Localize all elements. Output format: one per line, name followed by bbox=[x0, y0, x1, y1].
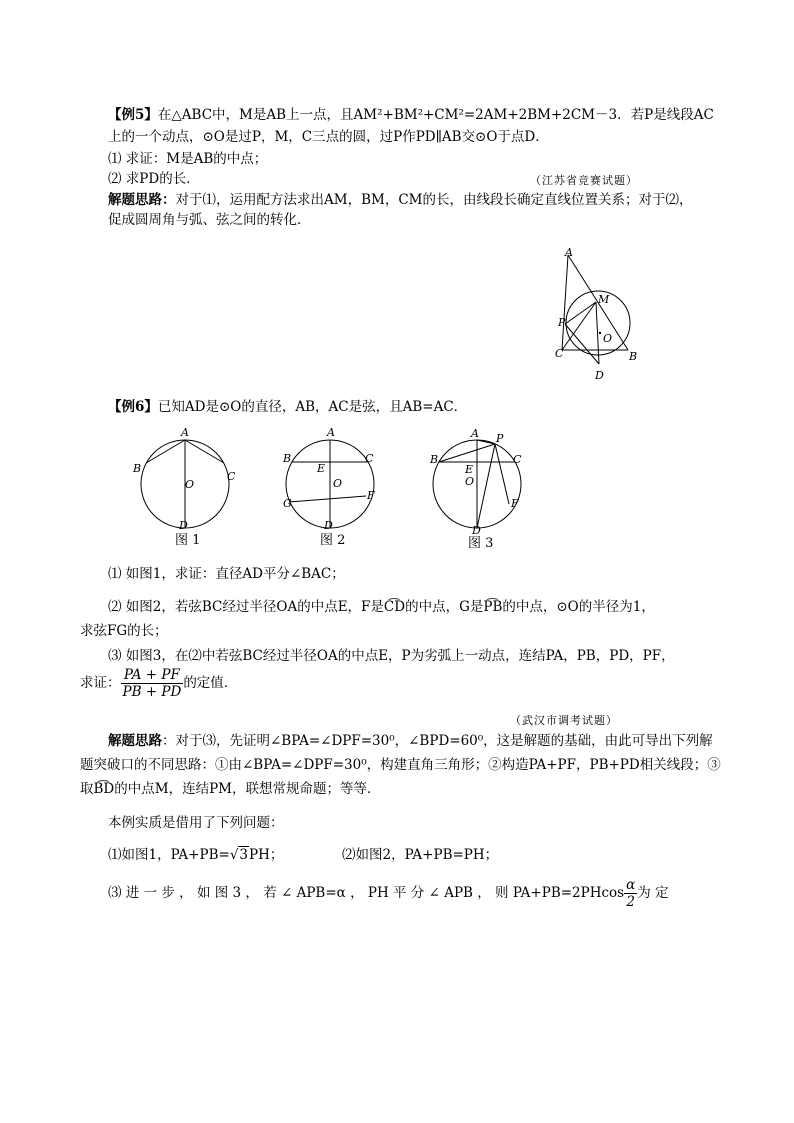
ex5-center-dot bbox=[599, 332, 601, 334]
ex6-hint-label: 解题思路 bbox=[108, 733, 162, 749]
ex5-segment-AC bbox=[562, 255, 568, 350]
ex6-p3-suffix: 为 定 bbox=[637, 885, 669, 901]
ex5-label-O: O bbox=[603, 332, 613, 345]
ex5-segment-PM bbox=[565, 302, 596, 324]
fig3-label-O: O bbox=[465, 475, 475, 488]
fig2-caption: 图 2 bbox=[320, 533, 346, 548]
fig2-label-F: F bbox=[367, 489, 375, 502]
ex6-question-2-line2: 求弦FG的长； bbox=[80, 623, 168, 639]
fig3-label-B: B bbox=[430, 453, 439, 466]
ex6-q3-numerator: PA + PF bbox=[121, 667, 184, 684]
ex5-label-A: A bbox=[565, 246, 573, 259]
fig3-chord-PD bbox=[477, 444, 495, 528]
sqrt-symbol: √ bbox=[229, 847, 239, 863]
ex5-hint-label: 解题思路： bbox=[108, 192, 176, 208]
ex6-hint-line3: 取B͡D的中点M，连结PM，联想常规命题；等等． bbox=[80, 781, 381, 797]
ex5-hint-text-1: 对于⑴，运用配方法求出AM，BM，CM的长，由线段长确定直线位置关系；对于⑵， bbox=[175, 192, 693, 208]
ex6-hint-line1 bbox=[108, 732, 713, 750]
ex6-title: 【例6】 bbox=[108, 399, 158, 415]
fig1-label-C: C bbox=[227, 470, 236, 483]
ex6-problem-1 bbox=[108, 846, 283, 864]
fig2-label-C: C bbox=[365, 452, 374, 465]
ex6-q3-denominator: PB + PD bbox=[122, 684, 182, 700]
ex6-q3-prefix: 求证： bbox=[80, 675, 121, 691]
ex6-p3-fraction bbox=[624, 877, 637, 910]
ex5-label-D: D bbox=[595, 369, 604, 382]
ex6-p3-text: ⑶ 进 一 步 ， 如 图 3 ， 若 ∠ APB=α ， PH 平 分 ∠ APB ， 则 PA+PB=2PHcos bbox=[108, 885, 625, 901]
fig1-chord-AC bbox=[185, 440, 224, 463]
ex6-question-2-line1: ⑵ 如图2，若弦BC经过半径OA的中点E，F是C͡D的中点，G是P͡B的中点，⊙O的半径为1， bbox=[108, 599, 655, 615]
fig1-label-O: O bbox=[185, 478, 195, 491]
fig2-label-B: B bbox=[283, 452, 292, 465]
ex6-essence: 本例实质是借用了下列问题： bbox=[108, 815, 284, 831]
ex6-q3-suffix: 的定值． bbox=[183, 675, 238, 691]
ex6-p1-suffix: PH； bbox=[249, 847, 284, 863]
ex6-problem-2: ⑵如图2，PA+PB=PH； bbox=[342, 847, 499, 863]
ex5-statement-1: 在△ABC中，M是AB上一点，且AM²+BM²+CM²=2AM+2BM+2CM－3．若P是线段AC bbox=[157, 107, 714, 123]
ex5-label-B: B bbox=[629, 350, 638, 363]
ex5-source: （江苏省竞赛试题） bbox=[530, 174, 638, 187]
fig3-chord-PF bbox=[495, 444, 509, 504]
ex6-p3-denominator: 2 bbox=[626, 894, 635, 910]
ex6-p3-numerator: α bbox=[626, 877, 636, 893]
ex5-label-P: P bbox=[558, 316, 566, 329]
ex6-source: （武汉市调考试题） bbox=[510, 714, 618, 727]
ex5-label-C: C bbox=[555, 347, 564, 360]
fig1-label-A: A bbox=[181, 426, 189, 439]
fig3-label-C: C bbox=[513, 453, 522, 466]
ex6-figure-2 bbox=[275, 422, 395, 552]
ex6-figure-3 bbox=[425, 422, 545, 554]
fig2-label-A: A bbox=[327, 426, 335, 439]
ex5-title: 【例5】 bbox=[108, 107, 158, 123]
ex5-hint-line2: 促成圆周角与弧、弦之间的转化． bbox=[108, 212, 311, 228]
fig1-caption: 图 1 bbox=[175, 533, 201, 548]
fig1-chord-AB bbox=[146, 440, 185, 463]
fig3-label-F: F bbox=[511, 497, 519, 510]
fig3-label-E: E bbox=[465, 463, 474, 476]
fig2-label-G: G bbox=[283, 497, 292, 510]
ex6-q3-fraction bbox=[121, 667, 184, 700]
ex6-p1-radicand: 3 bbox=[239, 847, 249, 863]
ex5-question-1: ⑴ 求证：M是AB的中点； bbox=[108, 151, 268, 167]
ex6-intro-line bbox=[108, 398, 467, 416]
fig2-label-D: D bbox=[324, 519, 333, 532]
ex6-intro: 已知AD是⊙O的直径，AB，AC是弦，且AB=AC． bbox=[157, 399, 468, 415]
ex6-question-1: ⑴ 如图1，求证：直径AD平分∠BAC； bbox=[108, 566, 345, 582]
ex5-hint-line1 bbox=[108, 191, 692, 209]
ex6-question-3-line2 bbox=[80, 666, 237, 700]
fig3-label-D: D bbox=[472, 524, 481, 537]
ex5-line2: 上的一个动点，⊙O是过P，M，C三点的圆，过P作PD∥AB交⊙O于点D． bbox=[108, 129, 549, 145]
fig3-label-P: P bbox=[496, 432, 504, 445]
ex5-segment-PD bbox=[565, 324, 599, 364]
ex5-question-2: ⑵ 求PD的长． bbox=[108, 171, 200, 187]
fig2-label-O: O bbox=[333, 477, 343, 490]
fig2-label-E: E bbox=[317, 462, 326, 475]
ex6-hint-line2: 题突破口的不同思路：①由∠BPA=∠DPF=30⁰，构建直角三角形；②构造PA+PF，PB+PD相关线段；③ bbox=[80, 757, 721, 773]
fig2-chord-GF bbox=[289, 496, 366, 502]
ex6-hint-text-1: ：对于⑶，先证明∠BPA=∠DPF=30⁰，∠BPD=60⁰，这是解题的基础，由此可导出下列解 bbox=[162, 733, 713, 749]
fig3-label-A: A bbox=[471, 427, 479, 440]
ex6-figure-1 bbox=[125, 422, 255, 552]
ex6-question-3-line1: ⑶ 如图3，在⑵中若弦BC经过半径OA的中点E，P为劣弧上一动点，连结PA，PB，PD，PF， bbox=[108, 648, 675, 664]
ex6-problem-3 bbox=[108, 876, 669, 910]
ex5-label-M: M bbox=[598, 293, 610, 306]
fig1-label-B: B bbox=[133, 462, 142, 475]
fig3-caption: 图 3 bbox=[468, 536, 494, 551]
fig1-label-D: D bbox=[179, 519, 188, 532]
ex5-figure bbox=[545, 245, 655, 385]
fig3-chord-PB bbox=[439, 444, 495, 462]
ex5-line1 bbox=[108, 106, 714, 124]
ex6-p1-prefix: ⑴如图1，PA+PB= bbox=[108, 847, 230, 863]
